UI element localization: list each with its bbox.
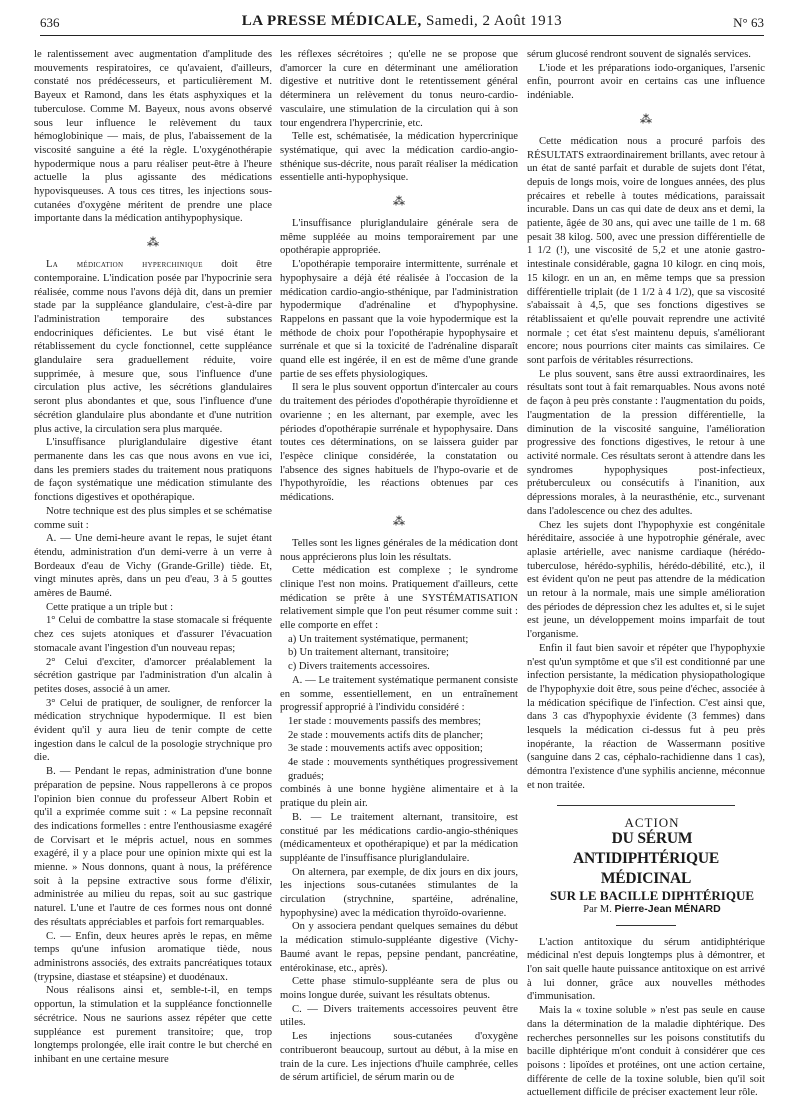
paragraph: Telle est, schématisée, la médication hypercrinique systématique, qui avec la médication cardio-angio-sthénique sus-décrite, nous paraît réaliser la médication essentielle anti-hypophysique. <box>280 131 518 184</box>
author-name: Pierre-Jean MÉNARD <box>614 902 721 915</box>
list-item: a) Un traitement systématique, permanent; <box>288 633 469 645</box>
list-item: b) Un traitement alternant, transitoire; <box>288 647 449 659</box>
byline-separator <box>616 925 676 926</box>
paragraph: Enfin il faut bien savoir et répéter que l'hypophyxie n'est qu'un symptôme et que s'il est conditionné par une infection persistante, la médication physiopathologique de l'hypophyxie doit être, sous peine d'échec, associée à la médication spécifique de l'infection. C'est ainsi que, dans 3 cas d'hypophyxie évidente (3 femmes) dans lesquels la médication ci-dessus fut à peu près inopérante, la réaction de Wassermann positive (sanguine dans 2 cas, céphalo-rachidienne dans 1 cas), démontra l'existence d'une syphilis ancienne, méconnue et non traitée. <box>527 642 765 791</box>
column-right <box>527 48 765 1099</box>
column-right-body <box>527 48 765 793</box>
paragraph: Il sera le plus souvent opportun d'intercaler au cours du traitement des périodes d'opothérapie thyroïdienne et ovarienne ; en les alternant, par exemple, avec les périodes d'opothérapie surrénale et hypophysaire. Dans toutes ces déterminations, on se laissera guider par l'espèce clinique considérée, la constatation ou l'absence des signes habituels de l'hypo-ovarie et de l'hypothyroïdie, les réactions obtenues par ces médications. <box>280 382 518 504</box>
paragraph: les réflexes sécrétoires ; qu'elle ne se propose que d'amorcer la cure en déterminant une amélioration digestive et nutritive dont le retentissement général déterminera un relèvement du tonus neuro-cardio-vasculaire, une stimulation de la circulation qui à son tour engendrera l'hypercrinie, etc. <box>280 49 518 129</box>
page-header <box>40 13 764 36</box>
paragraph: A. — Le traitement systématique permanent consiste en somme, essentiellement, en un entraînement progressif approprié à l'individu considéré : <box>280 674 518 714</box>
journal-title <box>40 13 764 30</box>
section-divider: ⁂ <box>393 513 405 528</box>
paragraph: B. — Le traitement alternant, transitoire, est constitué par les médications cardio-angio-sthéniques (médicamenteux et opothérapique) et par la médication suppléante de l'insuffisance pluriglandulaire. <box>280 811 518 864</box>
article-separator <box>557 805 735 806</box>
column-left <box>34 48 272 1078</box>
paragraph: Les injections sous-cutanées d'oxygène contribueront beaucoup, surtout au début, à la mise en train de la cure. Les injections d'huile camphrée, celles de sérum artificiel, de sérum marin ou de <box>280 1031 518 1084</box>
list-item: c) Divers traitements accessoires. <box>288 661 430 673</box>
article-title-line-1: ACTION <box>624 814 680 830</box>
paragraph: L'opothérapie temporaire intermittente, surrénale et hypophysaire a déjà été réalisée à l'occasion de la médication cardio-angio-sthénique, par l'administration hypodermique d'adrénaline et d'hypophysine. Rappelons en passant que la voie hypodermique est la méthode de choix pour l'opothérapie hypophysaire et surrénale et que si la toxicité de l'adrénaline disparaît quand elle est ingérée, il en est de même d'une grande partie de ses effets physiologiques. <box>280 259 518 380</box>
list-item: 4e stade : mouvements synthétiques progressivement gradués; <box>288 757 518 782</box>
paragraph: le ralentissement avec augmentation d'amplitude des mouvements respiratoires, ce qu'avaient, d'ailleurs, constaté nos prédécesseurs, et particulièrement M. Bayeux et Ramond, dans les états asphyxiques et la tuberculose. Comme M. Bayeux, nous avons observé sous leur influence le relèvement du taux hémoglobinique — mais, de plus, l'abaissement de la viscosité sanguine a été la règle. L'oxygénothérapie hypodermique nous a paru réaliser peut-être à l'heure actuelle la plus agissante des médications hypovisqueuses. A tous ces titres, les injections sous-cutanées d'oxygène méritent de prendre une place importante dans la médication antihypophysique. <box>34 49 272 225</box>
issue-number: N° 63 <box>733 15 764 30</box>
paragraph: C. — Enfin, deux heures après le repas, en même temps qu'une infusion aromatique tiède, nous administrons associés, des extraits pancréatiques totaux (trypsine, diastase et stéapsine) et duodénaux. <box>34 930 272 983</box>
paragraph: sérum glucosé rendront souvent de signalés services. <box>527 49 751 60</box>
article-title-line-2: DU SÉRUM ANTIDIPHTÉRIQUE MÉDICINAL <box>573 830 719 888</box>
journal-name: LA PRESSE MÉDICALE, <box>241 13 422 29</box>
paragraph: Chez les sujets dont l'hypophyxie est congénitale héréditaire, associée à une hypotrophie générale, avec aplasie artérielle, avec nanisme cardiaque (hérédo-tuberculose, hérédo-syphilis, hérédo-débilité, etc.), il est évident qu'on ne peut pas attendre de la médication un retour à la normale, mais une simple amélioration des périodes de dépression chez les adultes et, si le sujet est jeune, un développement moins imparfait de tout l'organisme. <box>527 519 765 641</box>
paragraph: Cette médication est complexe ; le syndrome clinique l'est non moins. Pratiquement d'ailleurs, cette médication se prête à une SYSTÉMATISATION relativement simple que l'on peut résumer comme suit : elle comporte en effet : <box>280 565 518 632</box>
paragraph: L'iode et les préparations iodo-organiques, l'arsenic enfin, pourront avoir en certains cas une influence indéniable. <box>527 62 765 102</box>
section-divider: ⁂ <box>147 235 159 250</box>
article-byline <box>527 903 765 917</box>
paragraph <box>34 258 272 436</box>
paragraph: B. — Pendant le repas, administration d'une bonne préparation de pepsine. Nous rappellerons à ce propos l'opinion bien connue du professeur Albert Robin et qu'il a exprimée comme suit : « La pepsine reconnaît des indications formelles : entre l'enthousiasme exagéré de Corvisart et le mépris actuel, nous en sommes exagéré, il y a place pour une opinion mixte qui est la mienne. » Nous donnons, quant à nous, la préférence soit à la pepsine extractive sous forme d'élixir, administrée au milieu du repas, soit au suc gastrique naturel. L'une et l'autre de ces formes nous ont donné des résultats appréciables et parfois fort remarquables. <box>34 766 272 928</box>
paragraph: 2° Celui d'exciter, d'amorcer préalablement la sécrétion gastrique par l'administration d'un alcalin à petites doses, associé à un amer. <box>34 656 272 695</box>
page-number: 636 <box>40 15 60 30</box>
issue-date: Samedi, 2 Août 1913 <box>426 13 563 29</box>
paragraph: 1° Celui de combattre la stase stomacale si fréquente chez ces sujets atoniques et d'assurer l'évacuation stomacale avant l'ingestion d'un nouveau repas; <box>34 615 272 654</box>
list-item: 3e stade : mouvements actifs avec opposition; <box>288 743 483 755</box>
paragraph: 3° Celui de pratiquer, de souligner, de renforcer la médication strychnique hypodermique. Il est bien évident qu'il y aura lieu de tenir compte de cette ingestion dans le calcul de la posologie strychnique pro die. <box>34 697 272 764</box>
paragraph-text: doit être contemporaine. L'indication posée par l'hypocrinie sera réalisée, comme nous l'avons déjà dit, dans un premier stade par la suppléance glandulaire, c'est-à-dire par l'administration temporaire des substances endocriniques déficientes. Le but visé étant le rétablissement du cycle fonctionnel, cette suppléance glandulaire sera graduellement réduite, voire supprimée, à mesure que, sous l'influence d'une circulation plus active, les sécrétions glandulaires seront plus abondantes et que, sous l'influence d'une sécrétion glandulaire plus abondante et d'une nutrition plus active, la circulation sera plus marquée. <box>34 259 272 435</box>
paragraph: Cette médication nous a procuré parfois des RÉSULTATS extraordinairement brillants, avec retour à un état de santé parfait et durable de sujets dont l'état, depuis de longs mois, voire de longues années, des plus précaires et rebelle à toutes médications, paraissait incurable. Dans un cas qui date de deux ans et demi, la patiente, âgée de 30 ans, qui avec une taille de 1 m. 68 pesait 38 kilog. 500, avec une pression différentielle de 1 1/2 (!), une viscosité de 5,2 et une atonie gastro-intestinale considérable, gagna 10 kilogr. en cinq mois, 15 kilogr. en un an, en même temps que sa pression différentielle triplait (de 1 1/2 à 4 1/2), que sa viscosité s'abaissait à 4,5, que ses fonctions digestives se rétablissaient et qu'elle pouvait reprendre une activité normale ; cet état s'est maintenu depuis, s'améliorant encore; nous pourrions citer maints cas similaires. Ce sont parfois de véritables résurrections. <box>527 135 765 367</box>
paragraph: Nous réalisons ainsi et, semble-t-il, en temps opportun, la stimulation et la suppléance fonctionnelle sécrétrice. Nous ne saurions assez répéter que cette suppléance est purement transitoire; que, trop longtemps prolongée, elle irait contre le but cherché en inhibant en une certaine mesure <box>34 985 272 1065</box>
paragraph: A. — Une demi-heure avant le repas, le sujet étant étendu, administration d'un demi-verre à un verre à Bordeaux d'eau de Vichy (Grande-Grille) tiède. Et, vingt minutes après, dans un peu d'eau, 3 à 5 gouttes amères de Baumé. <box>34 533 272 600</box>
article-body <box>527 936 765 1100</box>
paragraph: Mais la « toxine soluble » n'est pas seule en cause dans la détermination de la maladie diphtérique. Des recherches personnelles sur les poisons constitutifs du bacille diphtérique m'ont conduit à considérer que ces poisons : lipoïdes et protéines, ont une action certaine, différente de celle de la toxine soluble, bien qu'il soit actuellement difficile de préciser exactement leur rôle. <box>527 1005 765 1099</box>
paragraph: L'insuffisance pluriglandulaire générale sera de même suppléée au moins temporairement par une opothérapie appropriée. <box>280 218 518 257</box>
paragraph: C. — Divers traitements accessoires peuvent être utiles. <box>280 1003 518 1029</box>
article-title-line-3: SUR LE BACILLE DIPHTÉRIQUE <box>549 888 755 904</box>
column-middle <box>280 48 518 1084</box>
section-divider: ⁂ <box>393 194 405 209</box>
paragraph: combinés à une bonne hygiène alimentaire et à la pratique du plein air. <box>280 784 518 810</box>
paragraph: On y associera pendant quelques semaines du début la médication stimulo-suppléante digestive (Vichy-Baumé avant le repas, pepsine pendant, pancréatine, entérokinase, etc., après). <box>280 921 518 974</box>
paragraph: Cette pratique a un triple but : <box>46 601 174 613</box>
paragraph: Telles sont les lignes générales de la médication dont nous apprécierons plus loin les résultats. <box>280 537 518 563</box>
paragraph: L'insuffisance pluriglandulaire digestive étant permanente dans les cas que nous avons en vue ici, dans les premiers stades du traitement nous pratiquons de façon systématique une médication stimulante des fonctions digestives et opothérapique. <box>34 437 272 504</box>
paragraph-lead: La médication hyperchinique <box>46 259 203 271</box>
paragraph: Cette phase stimulo-suppléante sera de plus ou moins longue durée, suivant les résultats obtenus. <box>280 976 518 1001</box>
list-item: 1er stade : mouvements passifs des membres; <box>288 715 481 727</box>
section-divider: ⁂ <box>640 111 652 126</box>
paragraph: On alternera, par exemple, de dix jours en dix jours, les injections sous-cutanées stimulantes de la circulation (strychnine, spartéine, adrénaline, hypophysine) avec la médication thyroïdo-ovarienne. <box>280 866 518 919</box>
paragraph: Le plus souvent, sans être aussi extraordinaires, les résultats sont tout à fait remarquables. Nous avons noté de façon à peu près constante : l'augmentation du poids, l'augmentation de la pression différentielle, la diminution de la viscosité sanguine, l'amélioration progressive des fonctions digestives, le retour à une activité normale. Ces résultats seront à attendre dans les syndromes hypophysiques post-infectieux, prétuberculeux ou consécutifs à l'inanition, aux dépressions morales, à la neurasthénie, etc., survenant dans l'adolescence ou chez des adultes. <box>527 368 765 517</box>
list-item: 2e stade : mouvements actifs dits de plancher; <box>288 729 484 741</box>
paragraph: Notre technique est des plus simples et se schématise comme suit : <box>34 505 272 531</box>
byline-prefix: Par M. <box>583 903 612 915</box>
paragraph: L'action antitoxique du sérum antidiphtérique médicinal n'est depuis longtemps plus à démontrer, et l'on sait quelle haute puissance antitoxique on est arrivé à lui donner, grâce aux nouvelles méthodes d'immunisation. <box>527 936 765 1003</box>
